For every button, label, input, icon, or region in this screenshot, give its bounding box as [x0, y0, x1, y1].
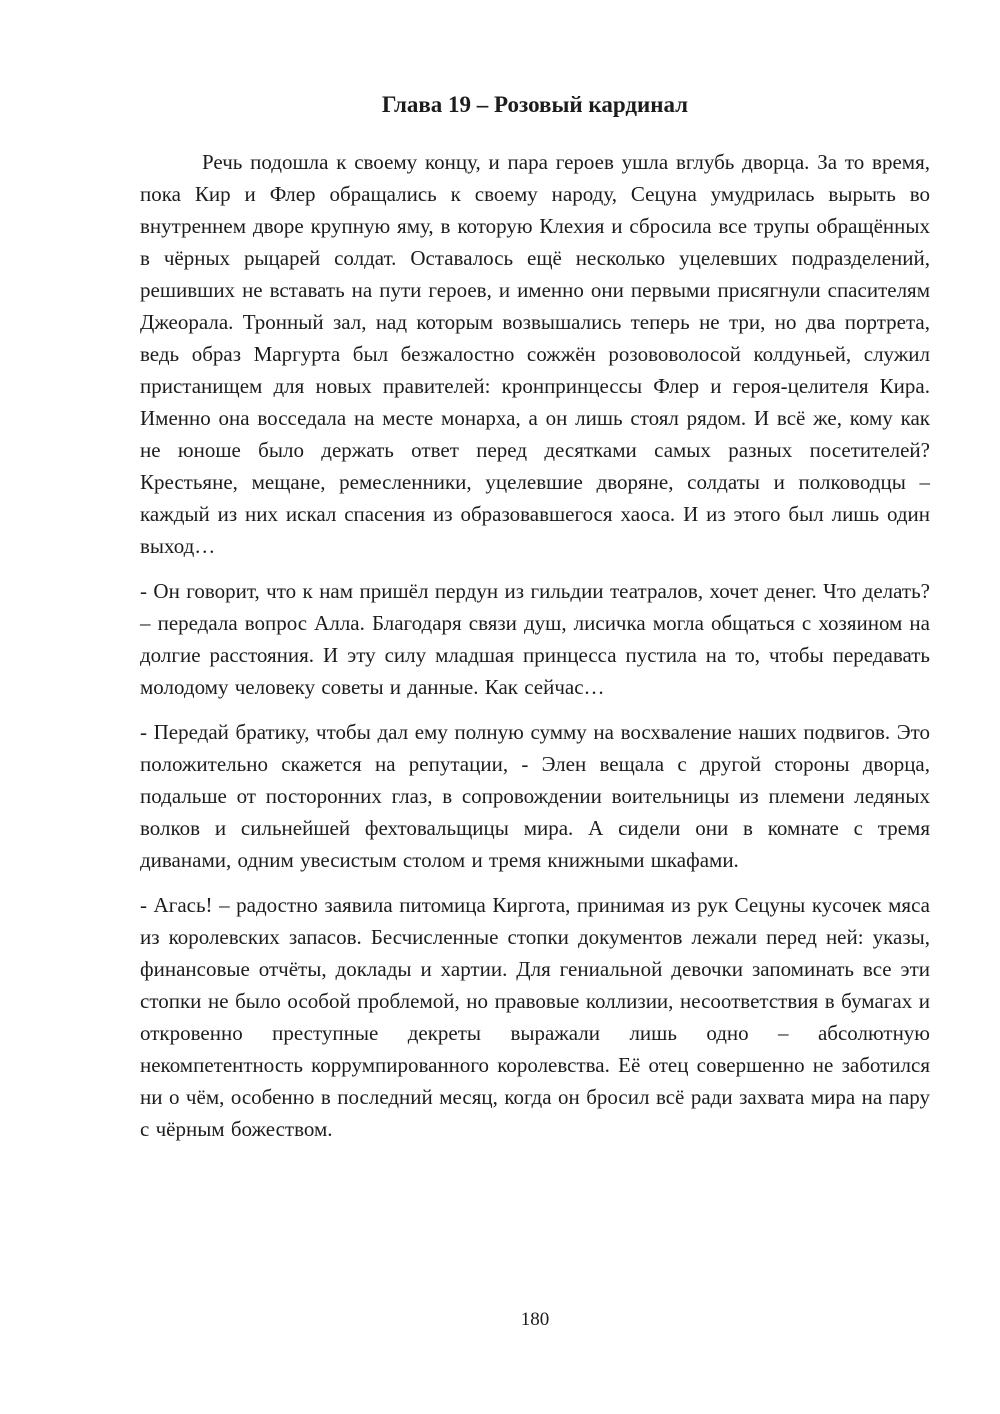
paragraph-dialogue-1: - Он говорит, что к нам пришёл пердун из гильдии театралов, хочет денег. Что делать? – передала вопрос Алла. Благодаря связи душ, лисичка могла общаться с хозяином на долгие расстояния. И эту силу младшая принцесса пустила на то, чтобы передавать молодому человеку советы и данные. Как сейчас…	[140, 579, 930, 699]
chapter-title: Глава 19 – Розовый кардинал	[381, 92, 689, 117]
page-body	[140, 90, 930, 1158]
paragraph-dialogue-2: - Передай братику, чтобы дал ему полную сумму на восхваление наших подвигов. Это положительно скажется на репутации, - Элен вещала с другой стороны дворца, подальше от посторонних глаз, в сопровождении воительницы из племени ледяных волков и сильнейшей фехтовальщицы мира. А сидели они в комнате с тремя диванами, одним увесистым столом и тремя книжными шкафами.	[140, 720, 930, 872]
page-number: 180	[520, 1309, 550, 1330]
paragraph-narration-1: Речь подошла к своему концу, и пара героев ушла вглубь дворца. За то время, пока Кир и Флер обращались к своему народу, Сецуна умудрилась вырыть во внутреннем дворе крупную яму, в которую Клехия и сбросила все трупы обращённых в чёрных рыцарей солдат. Оставалось ещё несколько уцелевших подразделений, решивших не вставать на пути героев, и именно они первыми присягнули спасителям Джеорала. Тронный зал, над которым возвышались теперь не три, но два портрета, ведь образ Маргурта был безжалостно сожжён розововолосой колдуньей, служил пристанищем для новых правителей: кронпринцессы Флер и героя-целителя Кира. Именно она восседала на месте монарха, а он лишь стоял рядом. И всё же, кому как не юноше было держать ответ перед десятками самых разных посетителей? Крестьяне, мещане, ремесленники, уцелевшие дворяне, солдаты и полководцы – каждый из них искал спасения из образовавшегося хаоса. И из этого был лишь один выход…	[140, 150, 930, 558]
paragraph-dialogue-3: - Агась! – радостно заявила питомица Киргота, принимая из рук Сецуны кусочек мяса из королевских запасов. Бесчисленные стопки документов лежали перед ней: указы, финансовые отчёты, доклады и хартии. Для гениальной девочки запоминать все эти стопки не было особой проблемой, но правовые коллизии, несоответствия в бумагах и откровенно преступные декреты выражали лишь одно – абсолютную некомпетентность коррумпированного королевства. Её отец совершенно не заботился ни о чём, особенно в последний месяц, когда он бросил всё ради захвата мира на пару с чёрным божеством.	[140, 893, 930, 1141]
